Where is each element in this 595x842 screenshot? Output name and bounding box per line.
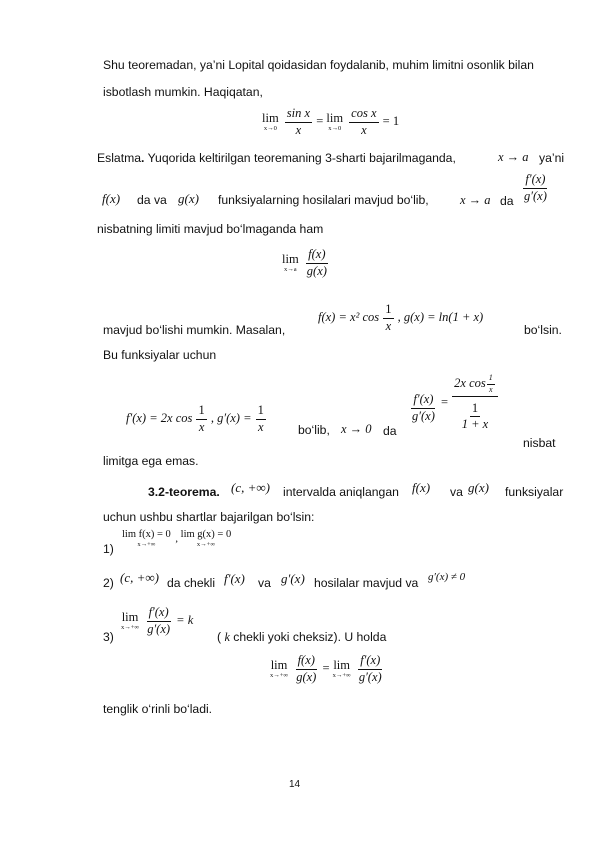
condition-3-formula: lim x→+∞ $\frac{f'(x)}{g'(x)}$ = k	[121, 605, 194, 636]
remark-label: Eslatma	[97, 151, 142, 165]
theorem-text: uchun ushbu shartlar bajarilgan bo‘lsin:	[103, 510, 315, 524]
paragraph-line: limitga ega emas.	[103, 454, 199, 468]
condition-number: 3)	[103, 630, 114, 644]
paragraph-line: bo‘lsin.	[524, 323, 562, 337]
remark-text: da	[500, 194, 514, 208]
remark-text: ya’ni	[539, 151, 565, 165]
paragraph-line: isbotlash mumkin. Haqiqatan,	[103, 85, 263, 99]
theorem-text: intervalda aniqlangan	[283, 485, 399, 499]
example-functions: f(x) = x² cos $\frac{1}{x}$ , g(x) = ln(1 + x)	[318, 302, 484, 333]
remark-text: da va	[137, 193, 167, 207]
paragraph-line: da	[383, 424, 397, 438]
formula-x-to-a: x → a	[498, 150, 529, 164]
formula-f: f(x)	[412, 480, 431, 495]
condition-number: 1)	[103, 542, 114, 556]
remark-line: Eslatma. Yuqorida keltirilgan teoremaning 3-sharti bajarilmaganda,	[97, 151, 456, 165]
condition-number: 2)	[103, 576, 114, 590]
formula-fprime: f′(x)	[224, 571, 245, 586]
theorem-text: funksiyalar	[505, 485, 564, 499]
paragraph-line: nisbat	[523, 436, 556, 450]
condition-text: ( k chekli yoki cheksiz). U holda	[217, 630, 387, 644]
remark-text: funksiyalarning hosilalari mavjud bo‘lib,	[218, 193, 429, 207]
condition-1-formula: lim f(x) = 0 x→+∞ , lim g(x) = 0 x→+∞	[122, 529, 232, 548]
remark-text: Yuqorida keltirilgan teoremaning 3-sharti bajarilmaganda,	[147, 151, 456, 165]
formula-interval: (c, +∞)	[231, 480, 270, 495]
theorem-text: va	[450, 485, 463, 499]
limit-formula-sinx: lim x→0 $\frac{\text{sin x}}{x}$ = lim x→0 $\frac{\text{cos x}}{x}$ = 1	[262, 106, 400, 137]
formula-g: g(x)	[178, 191, 199, 206]
formula-interval: (c, +∞)	[120, 570, 159, 585]
condition-text: da chekli	[167, 576, 216, 590]
condition-text: hosilalar mavjud va	[314, 576, 419, 590]
formula-x-to-0: x → 0	[341, 422, 372, 436]
derivative-formulas: f′(x) = 2x cos $\frac{1}{x}$ , g′(x) = $\frac{1}{x}$	[126, 403, 264, 434]
formula-f: f(x)	[102, 191, 121, 206]
formula-gprime: g′(x)	[281, 571, 305, 586]
formula-gprime-nonzero: g′(x) ≠ 0	[428, 571, 466, 583]
paragraph-line: Shu teoremadan, ya’ni Lopital qoidasidan foydalanib, muhim limitni osonlik bilan	[103, 58, 534, 72]
formula-g: g(x)	[468, 480, 489, 495]
paragraph-line: bo‘lib,	[298, 423, 330, 437]
remark-text: nisbatning limiti mavjud bo‘lmaganda ham	[97, 222, 324, 236]
ratio-formula: $\frac{f'(x)}{g'(x)}$ = 2x cos $\frac{1}{x}$ $\frac{1}{1 + x}$	[409, 374, 499, 432]
formula-x-to-a: x → a	[460, 193, 491, 207]
page-number: 14	[289, 779, 301, 790]
lopital-formula: lim x→+∞ $\frac{f(x)}{g(x)}$ = lim x→+∞ $\frac{f'(x)}{g'(x)}$	[270, 653, 382, 684]
paragraph-line: Bu funksiyalar uchun	[103, 348, 217, 362]
paragraph-line: mavjud bo‘lishi mumkin. Masalan,	[103, 323, 286, 337]
paragraph-line: tenglik o‘rinli bo‘ladi.	[103, 702, 213, 716]
limit-formula-f-over-g: lim x→a $\frac{f(x)}{g(x)}$	[282, 247, 327, 278]
fraction-fprime-gprime: $\frac{f'(x)}{g'(x)}$	[524, 172, 547, 203]
theorem-label: 3.2-teorema.	[148, 485, 220, 499]
condition-text: va	[258, 576, 271, 590]
